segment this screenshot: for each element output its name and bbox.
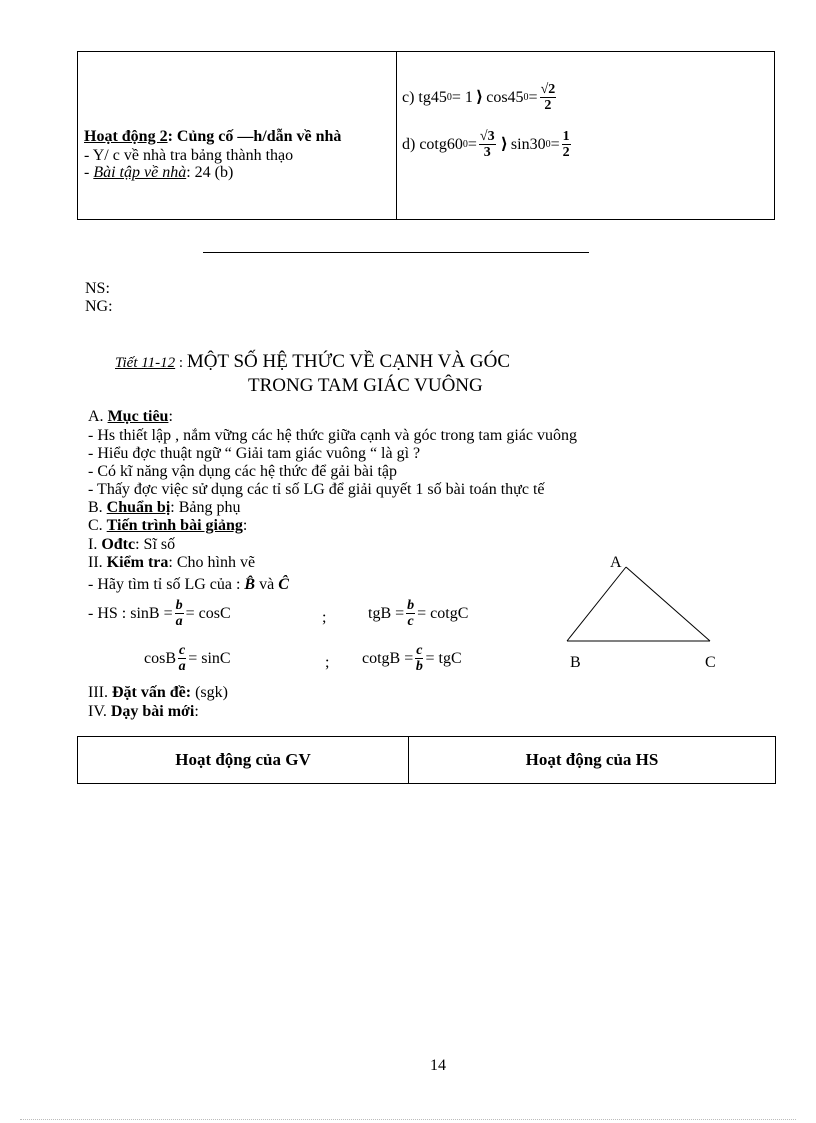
formula-rest: = sinC (188, 649, 231, 667)
answer-c (402, 82, 558, 113)
answer-c-eq: = 1 (451, 88, 473, 106)
formula-left: tgB = (368, 604, 405, 622)
objective-item: - Có kĩ năng vận dụng các hệ thức để gải bài tập (88, 463, 398, 480)
fraction-b-over-c (406, 598, 415, 629)
separator: ; (322, 609, 327, 626)
fraction-denominator: a (178, 659, 186, 674)
procedure-label: Tiến trình bài giảng (106, 517, 243, 534)
answers-cell (397, 52, 774, 219)
degree-mark: 0 (462, 138, 468, 150)
answer-c-eq2: = (528, 88, 538, 106)
activity-heading-label: Hoạt động 2 (84, 128, 168, 145)
triangle-figure (560, 550, 740, 675)
fraction-sqrt2-over-2 (540, 82, 557, 113)
check-value: : Cho hình vẽ (168, 554, 256, 571)
activity-heading-rest: : Củng cố —h/dẫn về nhà (167, 128, 342, 145)
fraction-denominator: 2 (562, 145, 570, 160)
objective-item: - Hs thiết lập , nắm vững các hệ thức giữa cạnh và góc trong tam giác vuông (88, 427, 577, 444)
class-check-value: : Sĩ số (135, 536, 176, 553)
teacher-activity-header: Hoạt động của GV (78, 737, 409, 783)
check-label: Kiểm tra (106, 554, 169, 571)
objectives-label: Mục tiêu (107, 408, 169, 425)
check-line (88, 554, 255, 572)
fraction-numerator: √3 (479, 129, 495, 144)
new-lesson-line (88, 703, 199, 721)
procedure-heading (88, 517, 247, 535)
fraction-numerator: b (407, 598, 415, 613)
new-lesson-label: Dạy bài mới (110, 703, 195, 720)
page-border (20, 1119, 796, 1120)
activities-table (77, 736, 776, 784)
section-prefix: III. (88, 684, 112, 701)
preparation-line (88, 499, 240, 517)
question-text: - Hãy tìm tỉ số LG của : (88, 576, 241, 593)
implies-icon: ⟩ (475, 88, 484, 106)
fraction-denominator: a (175, 614, 183, 629)
section-colon: : (194, 703, 199, 720)
homework-prefix: - (84, 164, 94, 181)
section-prefix: B. (88, 499, 107, 516)
objective-item: - Hiểu đợc thuật ngữ “ Giải tam giác vuông “ là gì ? (88, 445, 421, 462)
answer-c-right: cos45 (486, 88, 524, 106)
formula-line-1 (88, 598, 231, 629)
fraction-denominator: b (415, 659, 423, 674)
fraction-1-over-2 (562, 129, 571, 160)
fraction-sqrt3-over-3 (479, 129, 496, 160)
formula-left: cotgB = (362, 649, 414, 667)
answer-c-left: c) tg45 (402, 88, 447, 106)
hs-label: - HS : sinB = (88, 604, 173, 622)
formula-rest: = tgC (425, 649, 462, 667)
question-line (88, 576, 289, 594)
activity-cell (78, 52, 397, 219)
lesson-number: Tiết 11-12 (115, 355, 176, 371)
triangle-side-ac (626, 567, 710, 641)
problem-value: (sgk) (191, 684, 228, 701)
angle-c: Ĉ (278, 576, 289, 593)
answer-d (402, 129, 573, 160)
section-prefix: IV. (88, 703, 111, 720)
implies-icon: ⟩ (500, 135, 508, 153)
fraction-numerator: √2 (540, 82, 556, 97)
homework-exercise (84, 164, 233, 182)
formula-tgb (368, 598, 468, 629)
homework-instruction: - Y/ c về nhà tra bảng thành thạo (84, 147, 294, 164)
vertex-b-label: B (570, 654, 581, 671)
angle-b: B̂ (244, 576, 256, 593)
section-colon: : (242, 517, 248, 534)
fraction-denominator: 3 (483, 145, 491, 160)
objective-item: - Thấy đợc việc sử dụng các tỉ số LG để giải quyết 1 số bài toán thực tế (88, 481, 545, 498)
class-check-line (88, 536, 175, 554)
formula-cotgb (362, 643, 462, 674)
section-prefix: II. (88, 554, 107, 571)
answer-d-left: d) cotg60 (402, 135, 463, 153)
answer-d-eq2: = (550, 135, 560, 153)
activity-heading (84, 128, 341, 146)
fraction-numerator: c (416, 643, 423, 658)
separator: ; (325, 654, 330, 671)
section-divider (203, 252, 589, 253)
answer-d-eq: = (467, 135, 477, 153)
review-activity-table (77, 51, 775, 220)
fraction-c-over-a (178, 643, 186, 674)
lesson-colon: : (175, 355, 187, 371)
class-check-label: Ođtc (101, 536, 136, 553)
vertex-c-label: C (705, 654, 716, 671)
ns-label: NS: (85, 280, 110, 297)
degree-mark: 0 (545, 138, 551, 150)
section-prefix: C. (88, 517, 107, 534)
fraction-numerator: 1 (562, 129, 570, 144)
lesson-title-line2: TRONG TAM GIÁC VUÔNG (248, 375, 483, 396)
vertex-a-label: A (610, 554, 622, 571)
formula-rest: = cotgC (417, 604, 469, 622)
student-activity-header: Hoạt động của HS (525, 750, 659, 769)
fraction-c-over-b (415, 643, 423, 674)
degree-mark: 0 (523, 91, 529, 103)
answer-d-right: sin30 (510, 135, 546, 153)
homework-value: : 24 (b) (186, 164, 234, 181)
lesson-title-line1: MỘT SỐ HỆ THỨC VỀ CẠNH VÀ GÓC (186, 351, 510, 372)
question-and: và (255, 576, 279, 593)
triangle-side-ab (567, 567, 626, 641)
page-number: 14 (430, 1057, 446, 1074)
formula-left: cosB (144, 649, 176, 667)
degree-mark: 0 (446, 91, 452, 103)
problem-statement-line (88, 684, 228, 702)
preparation-label: Chuẩn bị (106, 499, 171, 516)
fraction-denominator: 2 (544, 98, 552, 113)
fraction-denominator: c (407, 614, 414, 629)
formula-rest: = cosC (185, 604, 231, 622)
fraction-numerator: c (179, 643, 186, 658)
lesson-title (115, 352, 675, 373)
section-prefix: A. (88, 408, 108, 425)
fraction-b-over-a (175, 598, 184, 629)
ng-label: NG: (85, 298, 113, 315)
objectives-heading (88, 408, 173, 426)
formula-line-2 (144, 643, 231, 674)
fraction-numerator: b (175, 598, 183, 613)
homework-label: Bài tập về nhà (93, 164, 187, 181)
section-prefix: I. (88, 536, 102, 553)
problem-label: Đặt vấn đề: (111, 684, 192, 701)
preparation-value: : Bảng phụ (170, 499, 241, 516)
section-colon: : (168, 408, 173, 425)
